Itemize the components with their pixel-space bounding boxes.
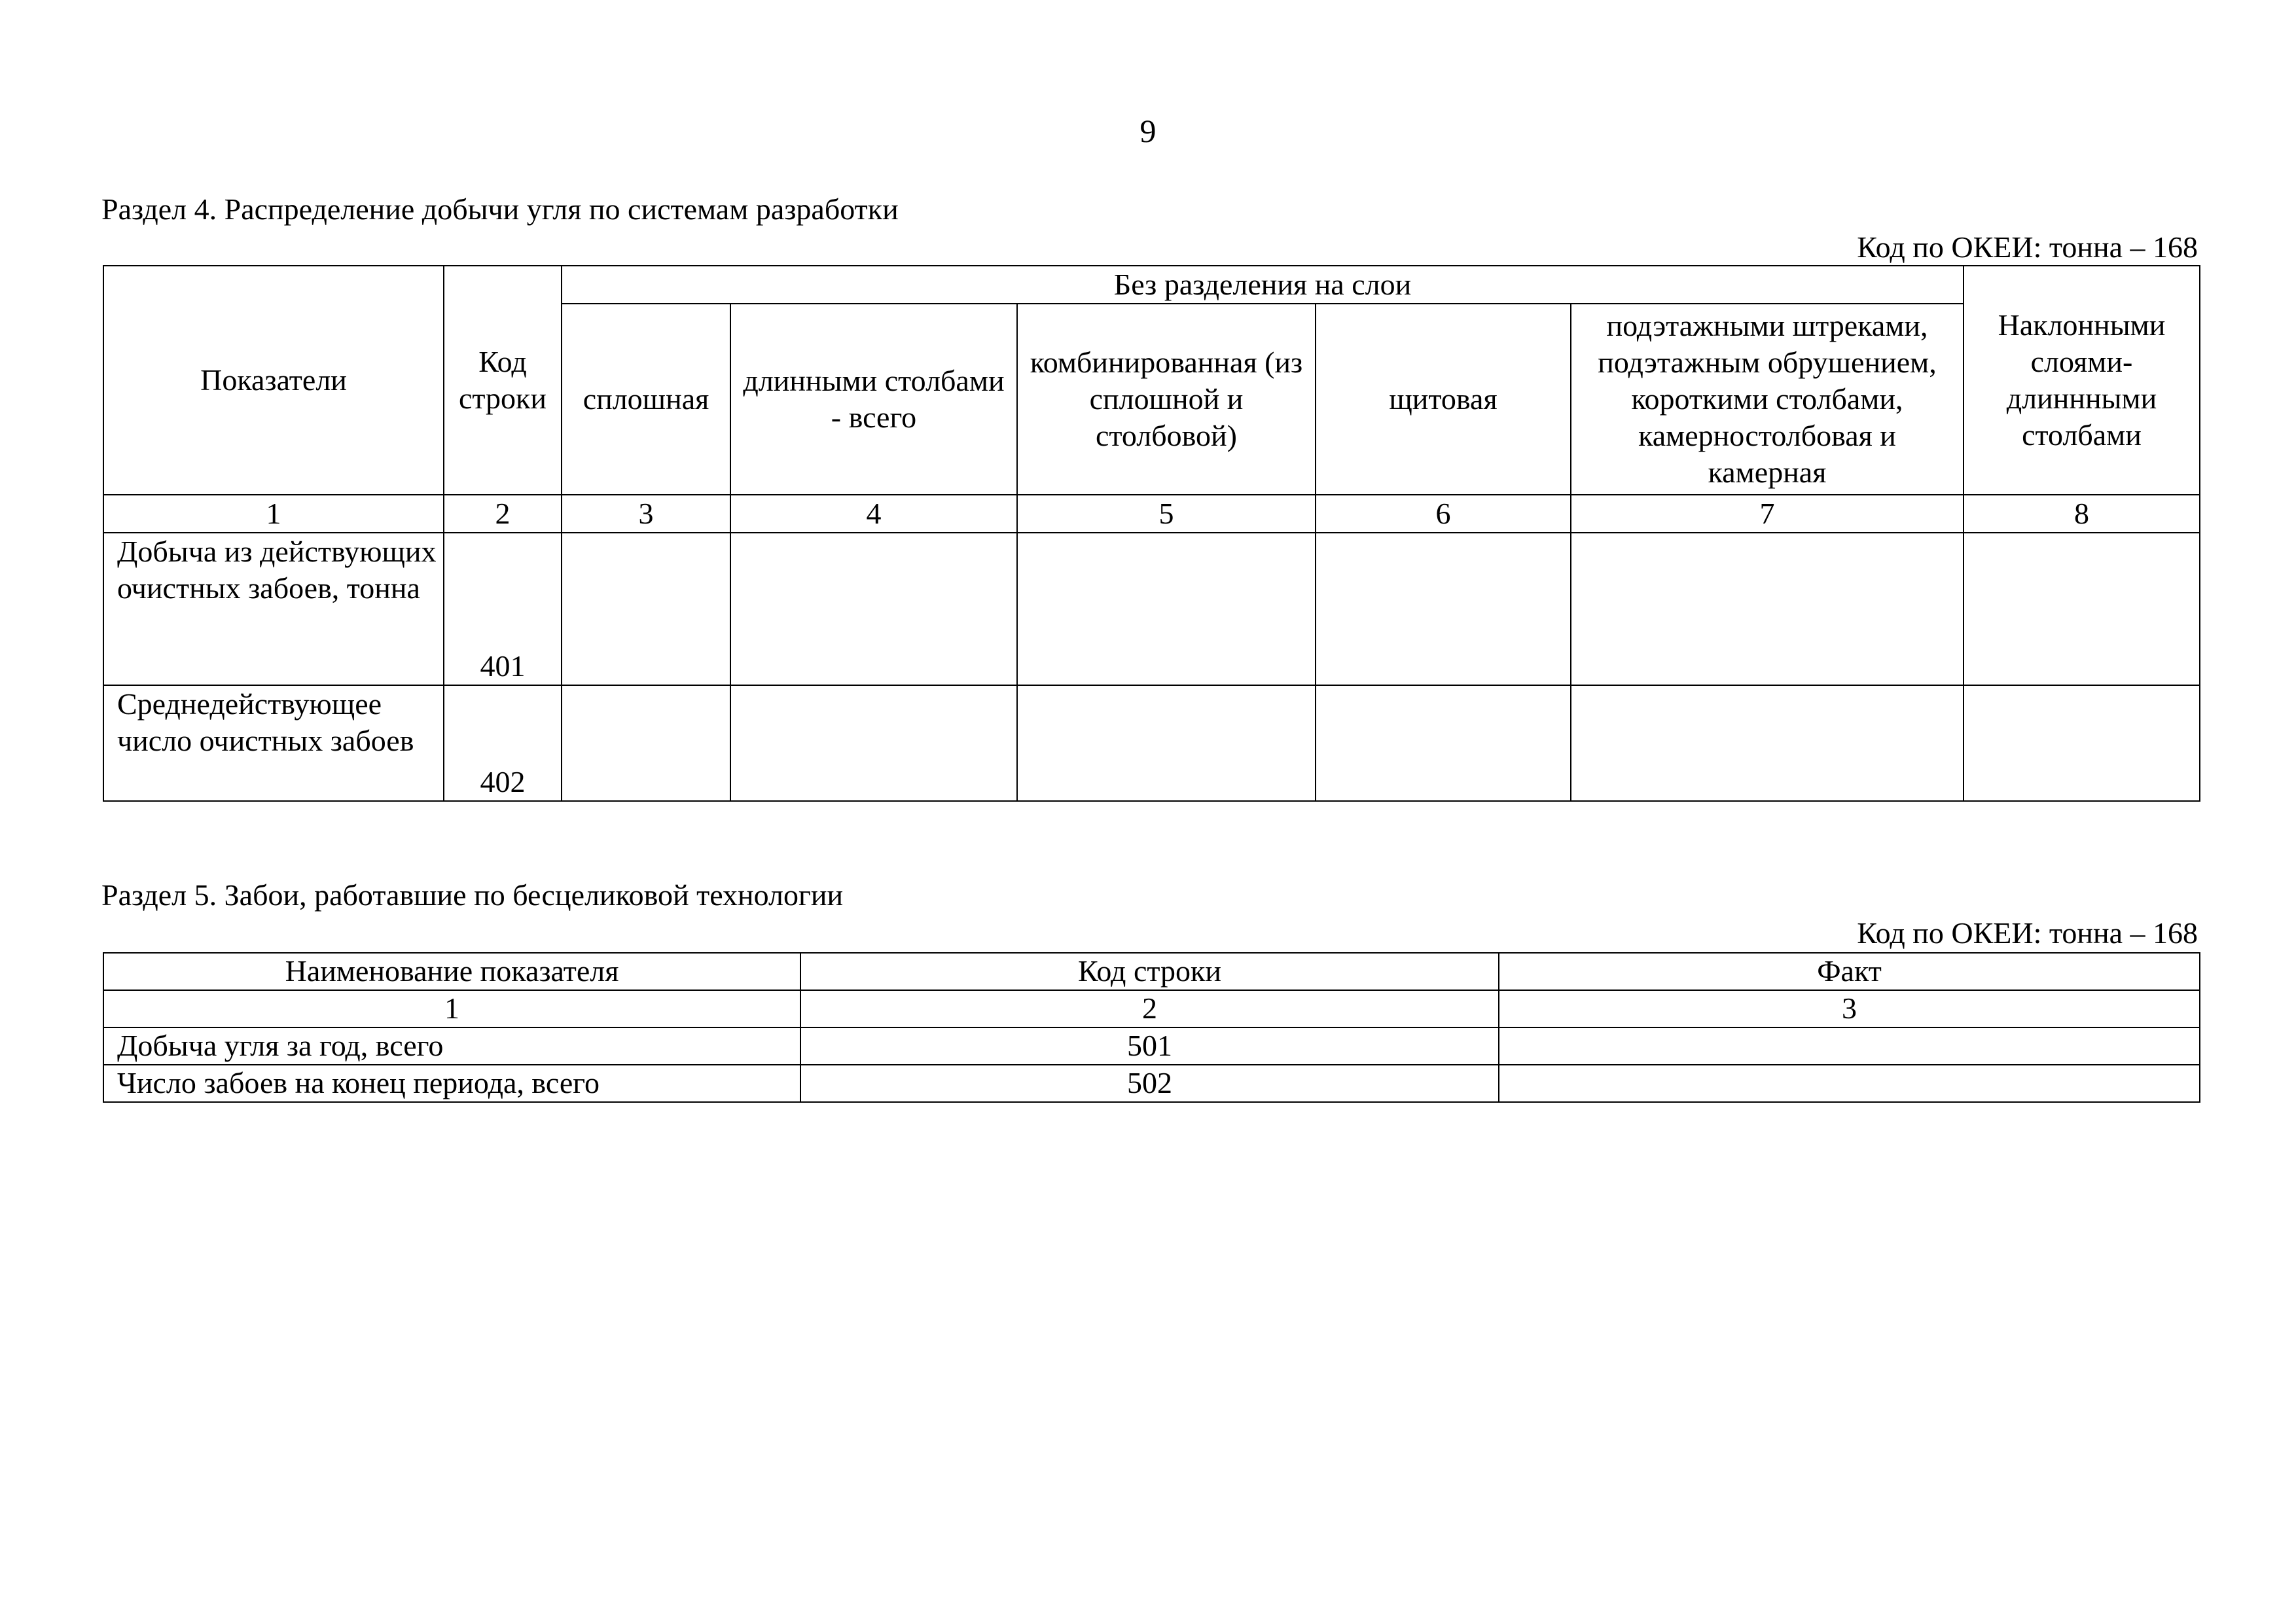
section-4-table bbox=[103, 265, 2200, 802]
header-fact: Факт bbox=[1499, 953, 2200, 990]
input-cell-401-inclined[interactable] bbox=[1964, 533, 2200, 685]
row-label-average-faces: Среднедействующее число очистных забоев bbox=[103, 685, 444, 801]
input-cell-401-solid[interactable] bbox=[562, 533, 730, 685]
section-4-okei-unit: Код по ОКЕИ: тонна – 168 bbox=[1857, 230, 2198, 264]
header-solid: сплошная bbox=[562, 304, 730, 495]
table-row bbox=[103, 685, 2200, 801]
input-cell-401-sublevel[interactable] bbox=[1571, 533, 1964, 685]
input-cell-401-combined[interactable] bbox=[1017, 533, 1316, 685]
header-group-no-layers: Без разделения на слои bbox=[562, 266, 1964, 304]
section-5-okei-unit: Код по ОКЕИ: тонна – 168 bbox=[1857, 916, 2198, 950]
table-row bbox=[103, 533, 2200, 685]
input-cell-402-long-pillars[interactable] bbox=[730, 685, 1017, 801]
row-label-yearly-extraction: Добыча угля за год, всего bbox=[103, 1027, 800, 1065]
input-cell-402-combined[interactable] bbox=[1017, 685, 1316, 801]
input-cell-402-solid[interactable] bbox=[562, 685, 730, 801]
row-code: 402 bbox=[444, 685, 562, 801]
header-sublevel: подэтажными штреками, подэтажным обрушением, короткими столбами, камерностолбовая и камерная bbox=[1571, 304, 1964, 495]
column-number: 3 bbox=[1499, 990, 2200, 1027]
input-cell-401-long-pillars[interactable] bbox=[730, 533, 1017, 685]
header-inclined-layers: Наклонными слоями-длиннными столбами bbox=[1964, 266, 2200, 495]
column-number: 4 bbox=[730, 495, 1017, 533]
column-number: 5 bbox=[1017, 495, 1316, 533]
column-number: 2 bbox=[800, 990, 1499, 1027]
column-number: 2 bbox=[444, 495, 562, 533]
header-combined: комбинированная (из сплошной и столбовой) bbox=[1017, 304, 1316, 495]
column-number: 7 bbox=[1571, 495, 1964, 533]
row-code: 502 bbox=[800, 1065, 1499, 1102]
input-cell-402-sublevel[interactable] bbox=[1571, 685, 1964, 801]
section-4-title: Раздел 4. Распределение добычи угля по системам разработки bbox=[101, 192, 899, 226]
input-cell-402-shield[interactable] bbox=[1316, 685, 1571, 801]
header-row bbox=[103, 953, 2200, 990]
column-number: 1 bbox=[103, 495, 444, 533]
header-row-code: Код строки bbox=[444, 266, 562, 495]
header-row-code: Код строки bbox=[800, 953, 1499, 990]
row-code: 501 bbox=[800, 1027, 1499, 1065]
section-5-title: Раздел 5. Забои, работавшие по бесцеликовой технологии bbox=[101, 878, 844, 912]
section-5-table bbox=[103, 952, 2200, 1103]
column-number: 3 bbox=[562, 495, 730, 533]
page-number: 9 bbox=[1139, 113, 1157, 149]
column-number: 1 bbox=[103, 990, 800, 1027]
column-numbers-row bbox=[103, 495, 2200, 533]
row-code: 401 bbox=[444, 533, 562, 685]
column-number: 8 bbox=[1964, 495, 2200, 533]
column-numbers-row bbox=[103, 990, 2200, 1027]
row-label-extraction: Добыча из действующих очистных забоев, тонна bbox=[103, 533, 444, 685]
header-indicator-name: Наименование показателя bbox=[103, 953, 800, 990]
table-row bbox=[103, 1065, 2200, 1102]
header-long-pillars: длинными столбами - всего bbox=[730, 304, 1017, 495]
header-indicators: Показатели bbox=[103, 266, 444, 495]
input-cell-401-shield[interactable] bbox=[1316, 533, 1571, 685]
column-number: 6 bbox=[1316, 495, 1571, 533]
input-cell-502-fact[interactable] bbox=[1499, 1065, 2200, 1102]
input-cell-501-fact[interactable] bbox=[1499, 1027, 2200, 1065]
header-shield: щитовая bbox=[1316, 304, 1571, 495]
table-row bbox=[103, 1027, 2200, 1065]
row-label-faces-end-period: Число забоев на конец периода, всего bbox=[103, 1065, 800, 1102]
input-cell-402-inclined[interactable] bbox=[1964, 685, 2200, 801]
